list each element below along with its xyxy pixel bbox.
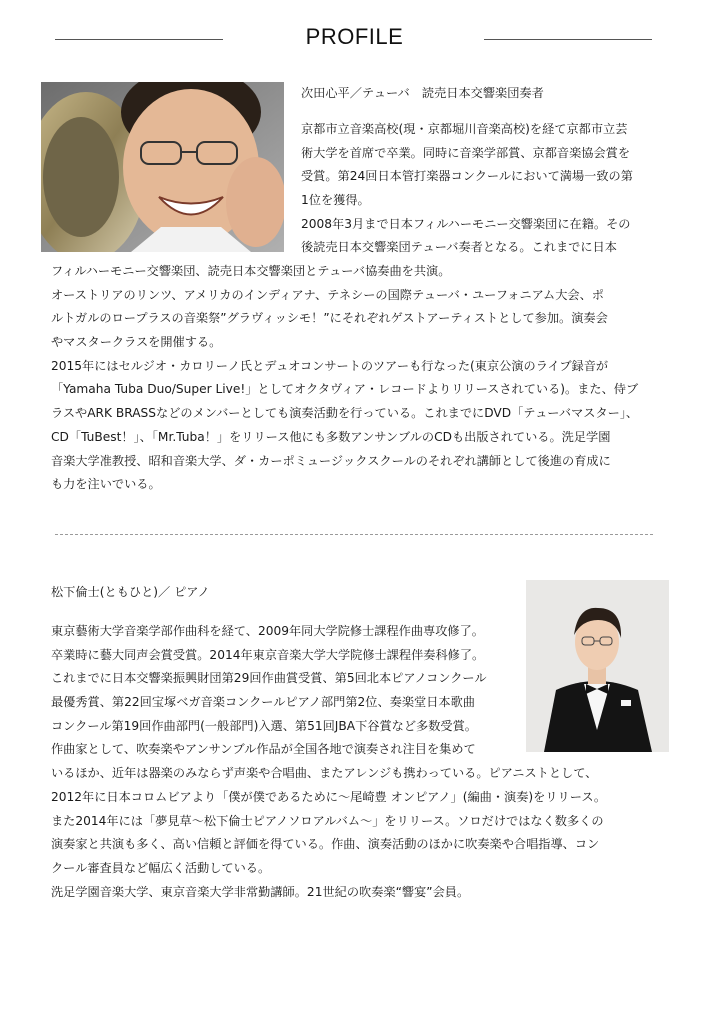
profile1-line: 音楽大学准教授、昭和音楽大学、ダ・カーポミュージックスクールのそれぞれ講師として後進の育成に: [51, 453, 611, 468]
section-divider: [55, 534, 653, 535]
profile1-line: やマスタークラスを開催する。: [51, 335, 222, 350]
profile1-line: 京都市立音楽高校(現・京都堀川音楽高校)を経て京都市立芸: [301, 122, 628, 136]
profile1-line: 後読売日本交響楽団テューバ奏者となる。これまでに日本: [301, 240, 617, 255]
profile2-line: また2014年には「夢見草〜松下倫士ピアノソロアルバム〜」をリリース。ソロだけではなく数多くの: [51, 813, 604, 828]
profile1-line: 2015年にはセルジオ・カロリーノ氏とデュオコンサートのツアーも行なった(東京公演のライブ録音が: [51, 358, 609, 373]
profile1-line: 受賞。第24回日本管打楽器コンクールにおいて満場一致の第: [301, 169, 633, 184]
profile2-heading: 松下倫士(ともひと)／ ピアノ: [51, 585, 210, 599]
profile2-line: いるほか、近年は器楽のみならず声楽や合唱曲、またアレンジも携わっている。ピアニストとして、: [51, 766, 598, 781]
profile1-line: フィルハーモニー交響楽団、読売日本交響楽団とテューバ協奏曲を共演。: [51, 264, 451, 278]
profile2-line: 作曲家として、吹奏楽やアンサンブル作品が全国各地で演奏され注目を集めて: [51, 742, 476, 757]
profile1-heading-block: [301, 82, 544, 106]
profile1-line: CD「TuBest！」、「Mr.Tuba！」をリリース他にも多数アンサンブルのCDも出版されている。洗足学園: [51, 429, 611, 444]
page-title: PROFILE: [305, 24, 404, 49]
profile1-body-right: [301, 118, 633, 260]
profile2-line: 最優秀賞、第22回宝塚ベガ音楽コンクールピアノ部門第2位、奏楽堂日本歌曲: [51, 695, 475, 710]
profile2-line: これまでに日本交響楽振興財団第29回作曲賞受賞、第5回北本ピアノコンクール: [51, 671, 487, 686]
profile2-heading-block: [51, 581, 210, 605]
profile2-line: 洗足学園音楽大学、東京音楽大学非常勤講師。21世紀の吹奏楽“響宴”会員。: [51, 884, 470, 899]
profile2-line: コンクール第19回作曲部門(一般部門)入選、第51回JBA下谷賞など多数受賞。: [51, 718, 477, 733]
profile1-line: 術大学を首席で卒業。同時に音楽学部賞、京都音楽協会賞を: [301, 145, 631, 160]
profile2-line: クール審査員など幅広く活動している。: [51, 860, 271, 875]
profile1-line: ルトガルのロープラスの音楽祭”グラヴィッシモ！”にそれぞれゲストアーティストとして参加。演奏会: [51, 311, 608, 326]
profile2-line: 東京藝術大学音楽学部作曲科を経て、2009年同大学院修士課程作曲専攻修了。: [51, 624, 484, 638]
profile1-line: 1位を獲得。: [301, 193, 370, 208]
profile1-heading: 次田心平／テューバ 読売日本交響楽団奏者: [301, 86, 544, 100]
profile2-line: 2012年に日本コロムビアより「僕が僕であるために〜尾崎豊 オンピアノ」(編曲・演奏)をリリース。: [51, 789, 607, 804]
profile1-line: オーストリアのリンツ、アメリカのインディアナ、テネシーの国際テューバ・ユーフォニアム大会、ポ: [51, 287, 604, 302]
profile2-line: 卒業時に藝大同声会賞受賞。2014年東京音楽大学大学院修士課程伴奏科修了。: [51, 647, 485, 662]
profile2-body-left: [51, 620, 606, 904]
profile2-line: 演奏家と共演も多く、高い信頼と評価を得ている。作曲、演奏活動のほかに吹奏楽や合唱指導、コン: [51, 837, 600, 852]
profile1-line: ラスやARK BRASSなどのメンバーとしても演奏活動を行っている。これまでにDVD「テューバマスター」、: [51, 406, 639, 421]
profile1-body-full: [51, 260, 638, 497]
title-rule-right: [484, 39, 652, 40]
tuba-player-photo: [41, 82, 284, 252]
profile1-line: も力を注いでいる。: [51, 477, 161, 492]
profile1-line: 「Yamaha Tuba Duo/Super Live!」としてオクタヴィア・レコードよりリリースされている)。また、侍ブ: [51, 382, 639, 397]
profile1-line: 2008年3月まで日本フィルハーモニー交響楽団に在籍。その: [301, 216, 631, 231]
